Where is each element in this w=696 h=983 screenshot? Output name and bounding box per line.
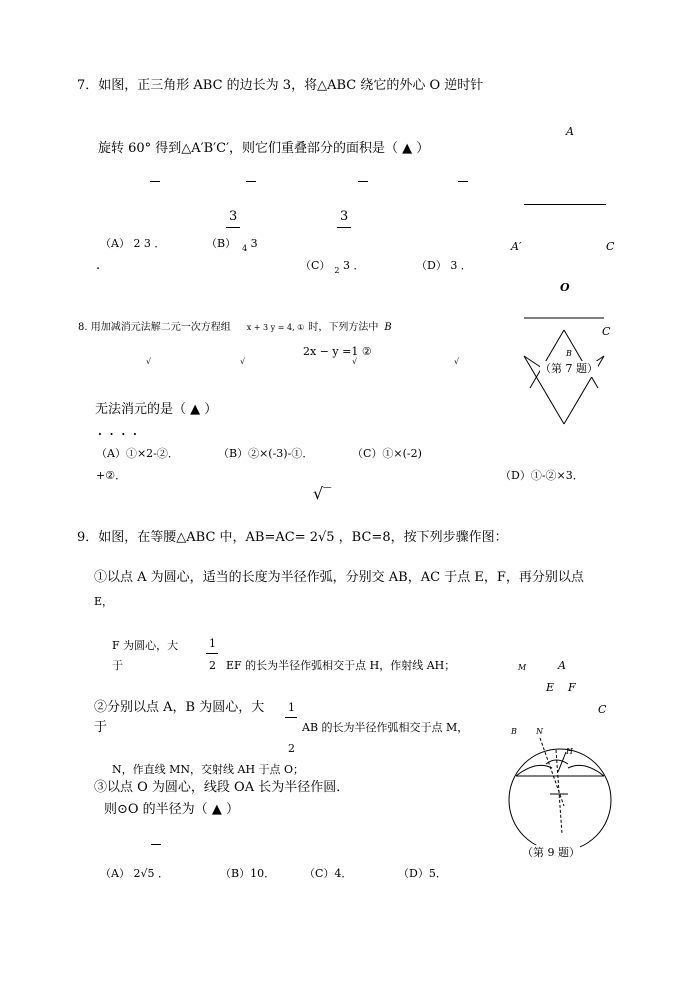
q9-step2-yu: 于 bbox=[94, 720, 108, 735]
q9-option-b: （B）10． bbox=[220, 867, 276, 880]
q8-line1: 8. 用加减消元法解二元一次方程组 x + 3 y = 4, ① 时，下列方法中 B bbox=[78, 322, 392, 333]
q7-label-b: B bbox=[566, 349, 572, 358]
q7-line1: 7．如图，正三角形 ABC 的边长为 3，将△ABC 绕它的外心 O 逆时针 bbox=[77, 78, 484, 93]
q9-frac1-line bbox=[206, 653, 218, 654]
q9-label-e: E bbox=[546, 681, 555, 694]
q9-frac2-line bbox=[285, 717, 297, 718]
q9-step1: ①以点 A 为圆心，适当的长度为半径作弧，分别交 AB，AC 于点 E，F，再分别以点 bbox=[94, 570, 584, 585]
q7-caption: （第 7 题） bbox=[540, 362, 598, 375]
q9-frac1-den: 2 bbox=[209, 659, 216, 672]
q8-radical-3: √ bbox=[352, 357, 358, 366]
q8-emphasis-dots: . . . . bbox=[98, 425, 139, 438]
q7-option-b: （B） $_4$ 3 bbox=[206, 237, 258, 253]
q8-option-b: （B）②×(-3)-①． bbox=[218, 447, 314, 460]
q9-label-h: H bbox=[566, 747, 573, 756]
q8-option-d: （D）①-②×3． bbox=[500, 469, 584, 482]
q9-step1b-yu: 于 bbox=[112, 659, 123, 672]
q8-equation-2: 2x − y =1 ② bbox=[303, 345, 372, 358]
q9-label-b: B bbox=[511, 727, 517, 736]
q9-caption: （第 9 题） bbox=[522, 846, 580, 859]
q7-label-a: A bbox=[566, 125, 574, 138]
q9-step1-e: E， bbox=[94, 595, 114, 608]
q9-option-d: （D）5． bbox=[398, 867, 447, 880]
q7-label-a-prime: A′ bbox=[511, 240, 522, 253]
q9-frac2-num: 1 bbox=[288, 701, 295, 714]
q9-label-m: M bbox=[518, 663, 527, 672]
q7-option-c: （C） $_2$ 3 ． bbox=[300, 259, 365, 275]
q8-radical-1: √ bbox=[146, 357, 152, 366]
q7-frac-num-b: 3 bbox=[229, 209, 238, 224]
q8-option-c-cont: +②． bbox=[96, 469, 127, 482]
q9-step2-a: ②分别以点 A，B 为圆心，大 bbox=[94, 700, 265, 715]
q8-option-a: （A）①×2-②． bbox=[96, 447, 179, 460]
q9-frac1-num: 1 bbox=[209, 637, 216, 650]
q9-label-f: F bbox=[568, 681, 576, 694]
q9-label-a: A bbox=[558, 659, 566, 672]
q9-step3: ③以点 O 为圆心，线段 OA 长为半径作圆． bbox=[94, 780, 350, 795]
q8-radical-4: √ bbox=[454, 357, 460, 366]
q7-label-c: C bbox=[606, 240, 615, 253]
q7-overline-c bbox=[358, 181, 368, 182]
q7-dot: . bbox=[96, 258, 101, 273]
q7-label-o: O bbox=[560, 281, 570, 294]
q7-option-d: （D） 3 ． bbox=[416, 259, 472, 272]
q9-step1b-a: F 为圆心，大 bbox=[112, 639, 179, 652]
q7-figure-topline bbox=[524, 204, 606, 205]
q9-step1b-b: EF 的长为半径作弧相交于点 H，作射线 AH； bbox=[226, 659, 456, 672]
q7-frac-line-b bbox=[226, 227, 240, 228]
q7-line2: 旋转 60° 得到△A′B′C′，则它们重叠部分的面积是（ ▲ ） bbox=[98, 141, 430, 156]
q9-question: 则⊙O 的半径为（ ▲ ） bbox=[104, 802, 239, 817]
q7-label-c2: C bbox=[602, 325, 611, 338]
q7-overline-b bbox=[246, 181, 256, 182]
q7-overline-a bbox=[150, 181, 160, 182]
q7-frac-line-c bbox=[337, 227, 351, 228]
q9-line1: 9．如图，在等腰△ABC 中，AB=AC= 2√5 ，BC=8，按下列步骤作图： bbox=[77, 530, 508, 545]
q9-option-c: （C）4． bbox=[304, 867, 353, 880]
q9-label-c: C bbox=[598, 703, 607, 716]
q9-step2-b: AB 的长为半径作弧相交于点 M， bbox=[302, 721, 469, 734]
q7-option-a: （A） 2 3 ． bbox=[100, 237, 166, 250]
q9-label-n: N bbox=[536, 727, 543, 736]
q8-radical-sign: √‾ bbox=[313, 484, 332, 503]
q7-overline-d bbox=[458, 181, 468, 182]
q8-option-c: （C）①×(-2) bbox=[352, 447, 422, 460]
q9-step2-c: N，作直线 MN，交射线 AH 于点 O； bbox=[112, 763, 305, 776]
q9-frac2-den: 2 bbox=[288, 742, 295, 755]
q9-option-a: （A） 2√5 ． bbox=[100, 867, 169, 880]
q9-circle-figure bbox=[506, 734, 616, 854]
q9-overline bbox=[151, 844, 161, 845]
q8-line2: 无法消元的是（ ▲ ） bbox=[95, 402, 218, 417]
q7-frac-num-c: 3 bbox=[340, 209, 349, 224]
q8-radical-2: √ bbox=[240, 357, 246, 366]
